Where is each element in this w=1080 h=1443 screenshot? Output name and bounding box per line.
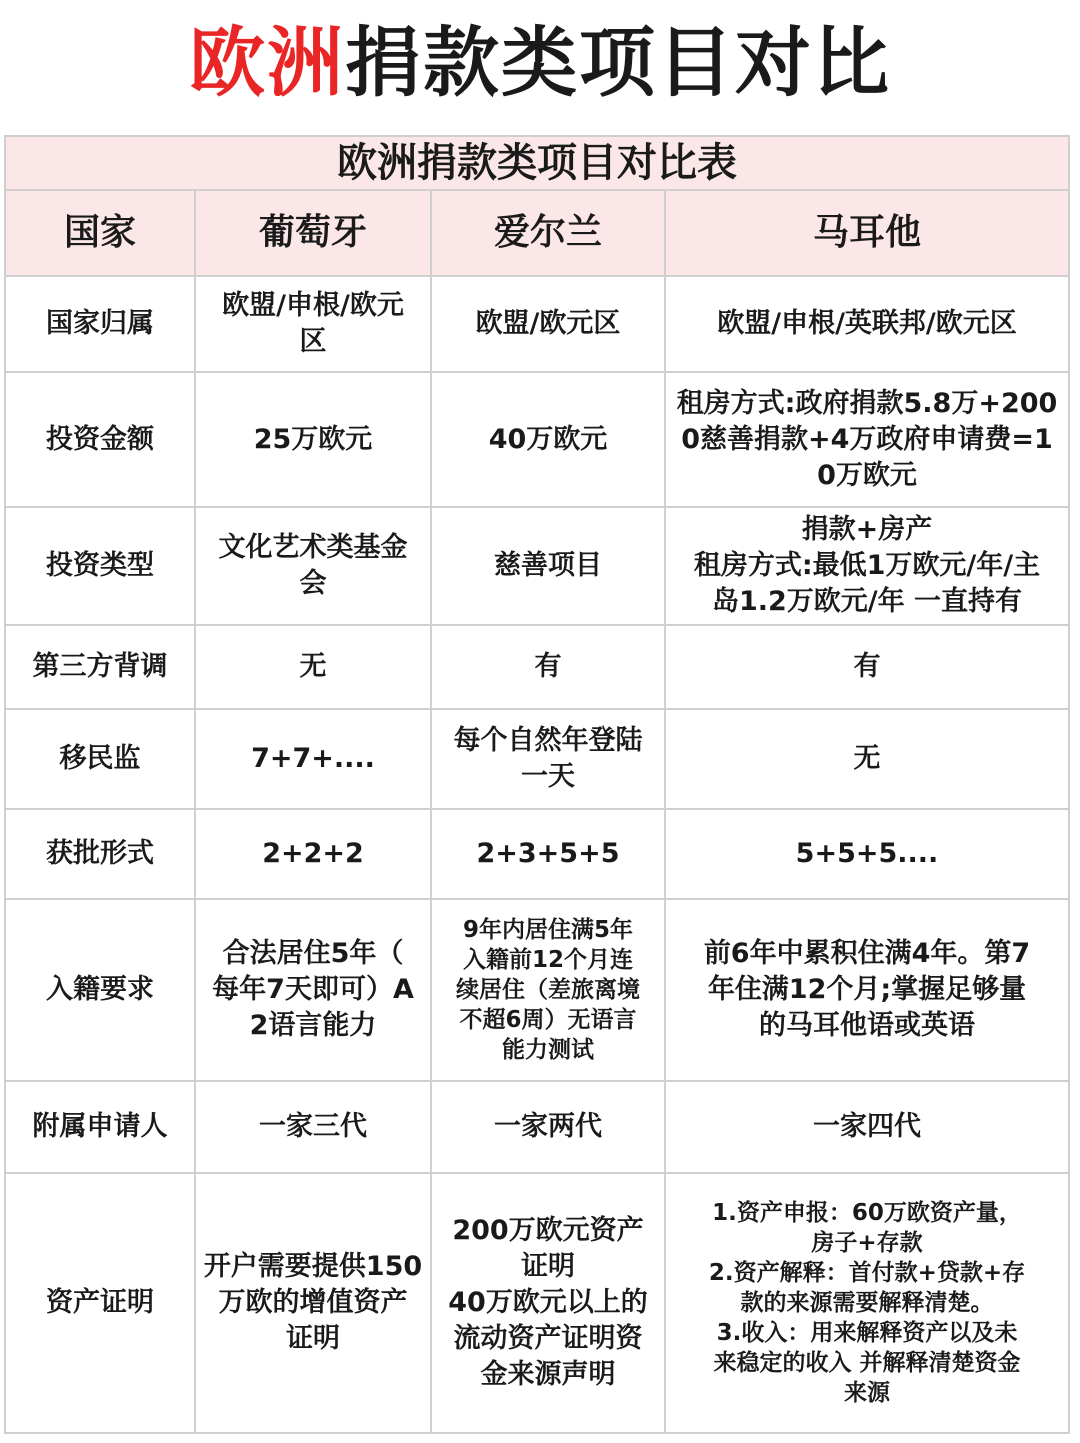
- header-portugal: 葡萄牙: [195, 190, 431, 276]
- table-cell: 无: [195, 625, 431, 709]
- table-cell: 每个自然年登陆 一天: [431, 709, 665, 809]
- row-label: 国家归属: [5, 276, 195, 372]
- table-cell: 一家四代: [665, 1081, 1069, 1173]
- row-label: 附属申请人: [5, 1081, 195, 1173]
- comparison-table: [4, 135, 1070, 1434]
- table-cell: 5+5+5....: [665, 809, 1069, 899]
- table-row: [5, 276, 1069, 372]
- table-row: [5, 625, 1069, 709]
- row-label: 投资类型: [5, 507, 195, 625]
- row-label: 投资金额: [5, 372, 195, 507]
- row-label: 资产证明: [5, 1173, 195, 1433]
- table-cell: 合法居住5年（ 每年7天即可）A 2语言能力: [195, 899, 431, 1081]
- table-cell: 200万欧元资产 证明 40万欧元以上的 流动资产证明资 金来源声明: [431, 1173, 665, 1433]
- header-row: [5, 190, 1069, 276]
- table-cell: 租房方式:政府捐款5.8万+200 0慈善捐款+4万政府申请费=1 0万欧元: [665, 372, 1069, 507]
- table-row: [5, 1173, 1069, 1433]
- table-cell: 1.资产申报：60万欧资产量， 房子+存款 2.资产解释：首付款+贷款+存 款的来源需要解释清楚。 3.收入：用来解释资产以及未 来稳定的收入 并解释清楚资金 来源: [665, 1173, 1069, 1433]
- table-cell: 欧盟/欧元区: [431, 276, 665, 372]
- row-label: 移民监: [5, 709, 195, 809]
- table-cell: 有: [665, 625, 1069, 709]
- title-rest: 捐款类项目对比: [345, 18, 891, 107]
- table-cell: 25万欧元: [195, 372, 431, 507]
- header-malta: 马耳他: [665, 190, 1069, 276]
- table-row: [5, 899, 1069, 1081]
- table-row: [5, 1081, 1069, 1173]
- table-cell: 欧盟/申根/英联邦/欧元区: [665, 276, 1069, 372]
- table-cell: 2+3+5+5: [431, 809, 665, 899]
- title-highlight: 欧洲: [189, 18, 345, 107]
- header-country: 国家: [5, 190, 195, 276]
- table-cell: 慈善项目: [431, 507, 665, 625]
- table-cell: 7+7+....: [195, 709, 431, 809]
- row-label: 获批形式: [5, 809, 195, 899]
- table-cell: 无: [665, 709, 1069, 809]
- table-cell: 一家两代: [431, 1081, 665, 1173]
- table-cell: 前6年中累积住满4年。第7 年住满12个月;掌握足够量 的马耳他语或英语: [665, 899, 1069, 1081]
- row-label: 第三方背调: [5, 625, 195, 709]
- table-cell: 2+2+2: [195, 809, 431, 899]
- table-cell: 开户需要提供150 万欧的增值资产 证明: [195, 1173, 431, 1433]
- table-row: [5, 507, 1069, 625]
- table-cell: 捐款+房产 租房方式:最低1万欧元/年/主 岛1.2万欧元/年 一直持有: [665, 507, 1069, 625]
- header-ireland: 爱尔兰: [431, 190, 665, 276]
- table-cell: 文化艺术类基金 会: [195, 507, 431, 625]
- table-caption: 欧洲捐款类项目对比表: [5, 136, 1069, 190]
- table-row: [5, 709, 1069, 809]
- table-cell: 欧盟/申根/欧元 区: [195, 276, 431, 372]
- table-row: [5, 372, 1069, 507]
- table-cell: 40万欧元: [431, 372, 665, 507]
- row-label: 入籍要求: [5, 899, 195, 1081]
- table-cell: 有: [431, 625, 665, 709]
- page-title: [0, 18, 1080, 108]
- table-cell: 一家三代: [195, 1081, 431, 1173]
- table-row: [5, 809, 1069, 899]
- table-cell: 9年内居住满5年 入籍前12个月连 续居住（差旅离境 不超6周）无语言 能力测试: [431, 899, 665, 1081]
